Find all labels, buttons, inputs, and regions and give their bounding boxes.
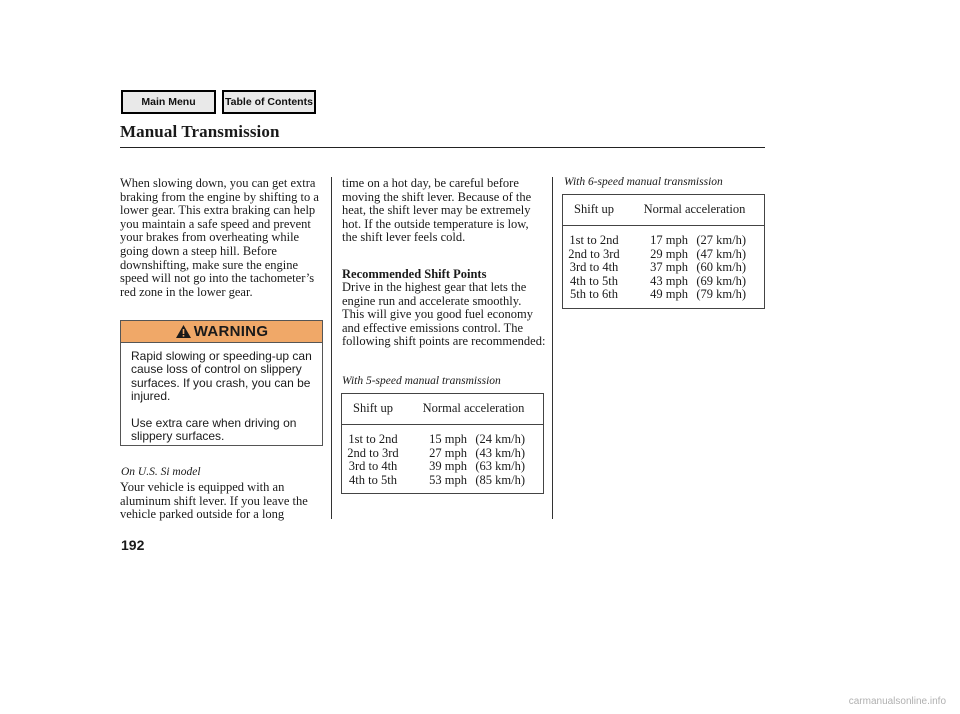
warning-header [121, 321, 322, 343]
recommended-shift-points-heading: Recommended Shift Points [342, 267, 487, 281]
kmh-value: (69 km/h) [696, 273, 746, 288]
title-divider [120, 147, 765, 148]
page-number: 192 [121, 537, 145, 553]
engine-braking-paragraph: When slowing down, you can get extra braking from the engine by shifting to a lower gear. This extra braking can help you maintain a safe speed and prevent your brakes from overheating while going down a steep hill. Before downshifting, make sure the engine speed will not go into the tachometer’s red zone in the lower gear. [120, 176, 319, 299]
mph-value: 53 mph [429, 472, 467, 487]
shift-cell: 4th to 5th [570, 273, 618, 288]
mph-value: 15 mph [429, 432, 467, 446]
table-row [342, 460, 544, 474]
main-menu-button[interactable]: Main Menu [121, 90, 216, 114]
shift-cell: 5th to 6th [570, 287, 618, 302]
mph-value: 17 mph [650, 233, 688, 247]
table-row [563, 261, 765, 275]
mph-value: 37 mph [650, 260, 688, 275]
shift-cell: 2nd to 3rd [347, 445, 399, 460]
page-title: Manual Transmission [120, 122, 280, 141]
kmh-value: (79 km/h) [696, 287, 746, 302]
kmh-value: (85 km/h) [475, 472, 525, 487]
table-row [563, 288, 765, 308]
kmh-value: (60 km/h) [696, 260, 746, 275]
shift-points-paragraph: Drive in the highest gear that lets the engine run and accelerate smoothly. This will give you good fuel economy and effective emissions control. The following shift points are recommended: [342, 280, 546, 349]
acceleration-cell [625, 248, 765, 262]
acceleration-cell [404, 474, 544, 494]
kmh-value: (27 km/h) [696, 233, 746, 247]
mph-value: 49 mph [650, 287, 688, 302]
table-row [342, 425, 544, 447]
warning-box [120, 320, 323, 446]
shift-lever-paragraph: Your vehicle is equipped with an aluminum shift lever. If you leave the vehicle parked outside for a long [120, 480, 308, 522]
table-header-normal-acceleration: Normal acceleration [625, 195, 765, 226]
column-divider-left [331, 177, 332, 519]
shift-cell: 3rd to 4th [348, 459, 398, 474]
watermark: carmanualsonline.info [848, 696, 946, 707]
table-row [563, 248, 765, 262]
five-speed-caption: With 5-speed manual transmission [342, 375, 501, 387]
warning-triangle-icon [175, 324, 192, 339]
six-speed-caption: With 6-speed manual transmission [564, 176, 723, 188]
table-header-shift-up: Shift up [342, 394, 405, 425]
table-header-normal-acceleration: Normal acceleration [404, 394, 544, 425]
shift-cell: 3rd to 4th [569, 260, 619, 275]
mph-value: 39 mph [429, 459, 467, 474]
mph-value: 29 mph [650, 246, 688, 261]
acceleration-cell [404, 425, 544, 447]
warning-text-care: Use extra care when driving on slippery surfaces. [131, 415, 297, 444]
mph-value: 43 mph [650, 273, 688, 288]
kmh-value: (24 km/h) [475, 432, 525, 446]
shift-cell: 1st to 2nd [569, 233, 619, 247]
shift-cell: 1st to 2nd [348, 432, 398, 446]
kmh-value: (63 km/h) [475, 459, 525, 474]
table-row [563, 226, 765, 248]
five-speed-shift-table [341, 393, 544, 494]
warning-text-crash: Rapid slowing or speeding-up can cause loss of control on slippery surfaces. If you crash, you can be injured. [131, 349, 312, 404]
acceleration-cell [404, 447, 544, 461]
kmh-value: (47 km/h) [696, 246, 746, 261]
shift-cell: 2nd to 3rd [568, 246, 620, 261]
shift-cell: 4th to 5th [349, 472, 397, 487]
si-model-note: On U.S. Si model [121, 466, 201, 478]
table-of-contents-button[interactable]: Table of Contents [222, 90, 316, 114]
acceleration-cell [625, 226, 765, 248]
table-row [563, 275, 765, 289]
table-row [342, 447, 544, 461]
mph-value: 27 mph [429, 445, 467, 460]
acceleration-cell [625, 275, 765, 289]
table-header-shift-up: Shift up [563, 195, 626, 226]
hot-day-paragraph: time on a hot day, be careful before moving the shift lever. Because of the heat, the shift lever may be extremely hot. If the outside temperature is low, the shift lever feels cold. [342, 176, 532, 245]
acceleration-cell [625, 288, 765, 308]
column-divider-right [552, 177, 553, 519]
kmh-value: (43 km/h) [475, 445, 525, 460]
table-row [342, 474, 544, 494]
acceleration-cell [404, 460, 544, 474]
six-speed-shift-table [562, 194, 765, 309]
warning-label: WARNING [193, 323, 269, 340]
acceleration-cell [625, 261, 765, 275]
